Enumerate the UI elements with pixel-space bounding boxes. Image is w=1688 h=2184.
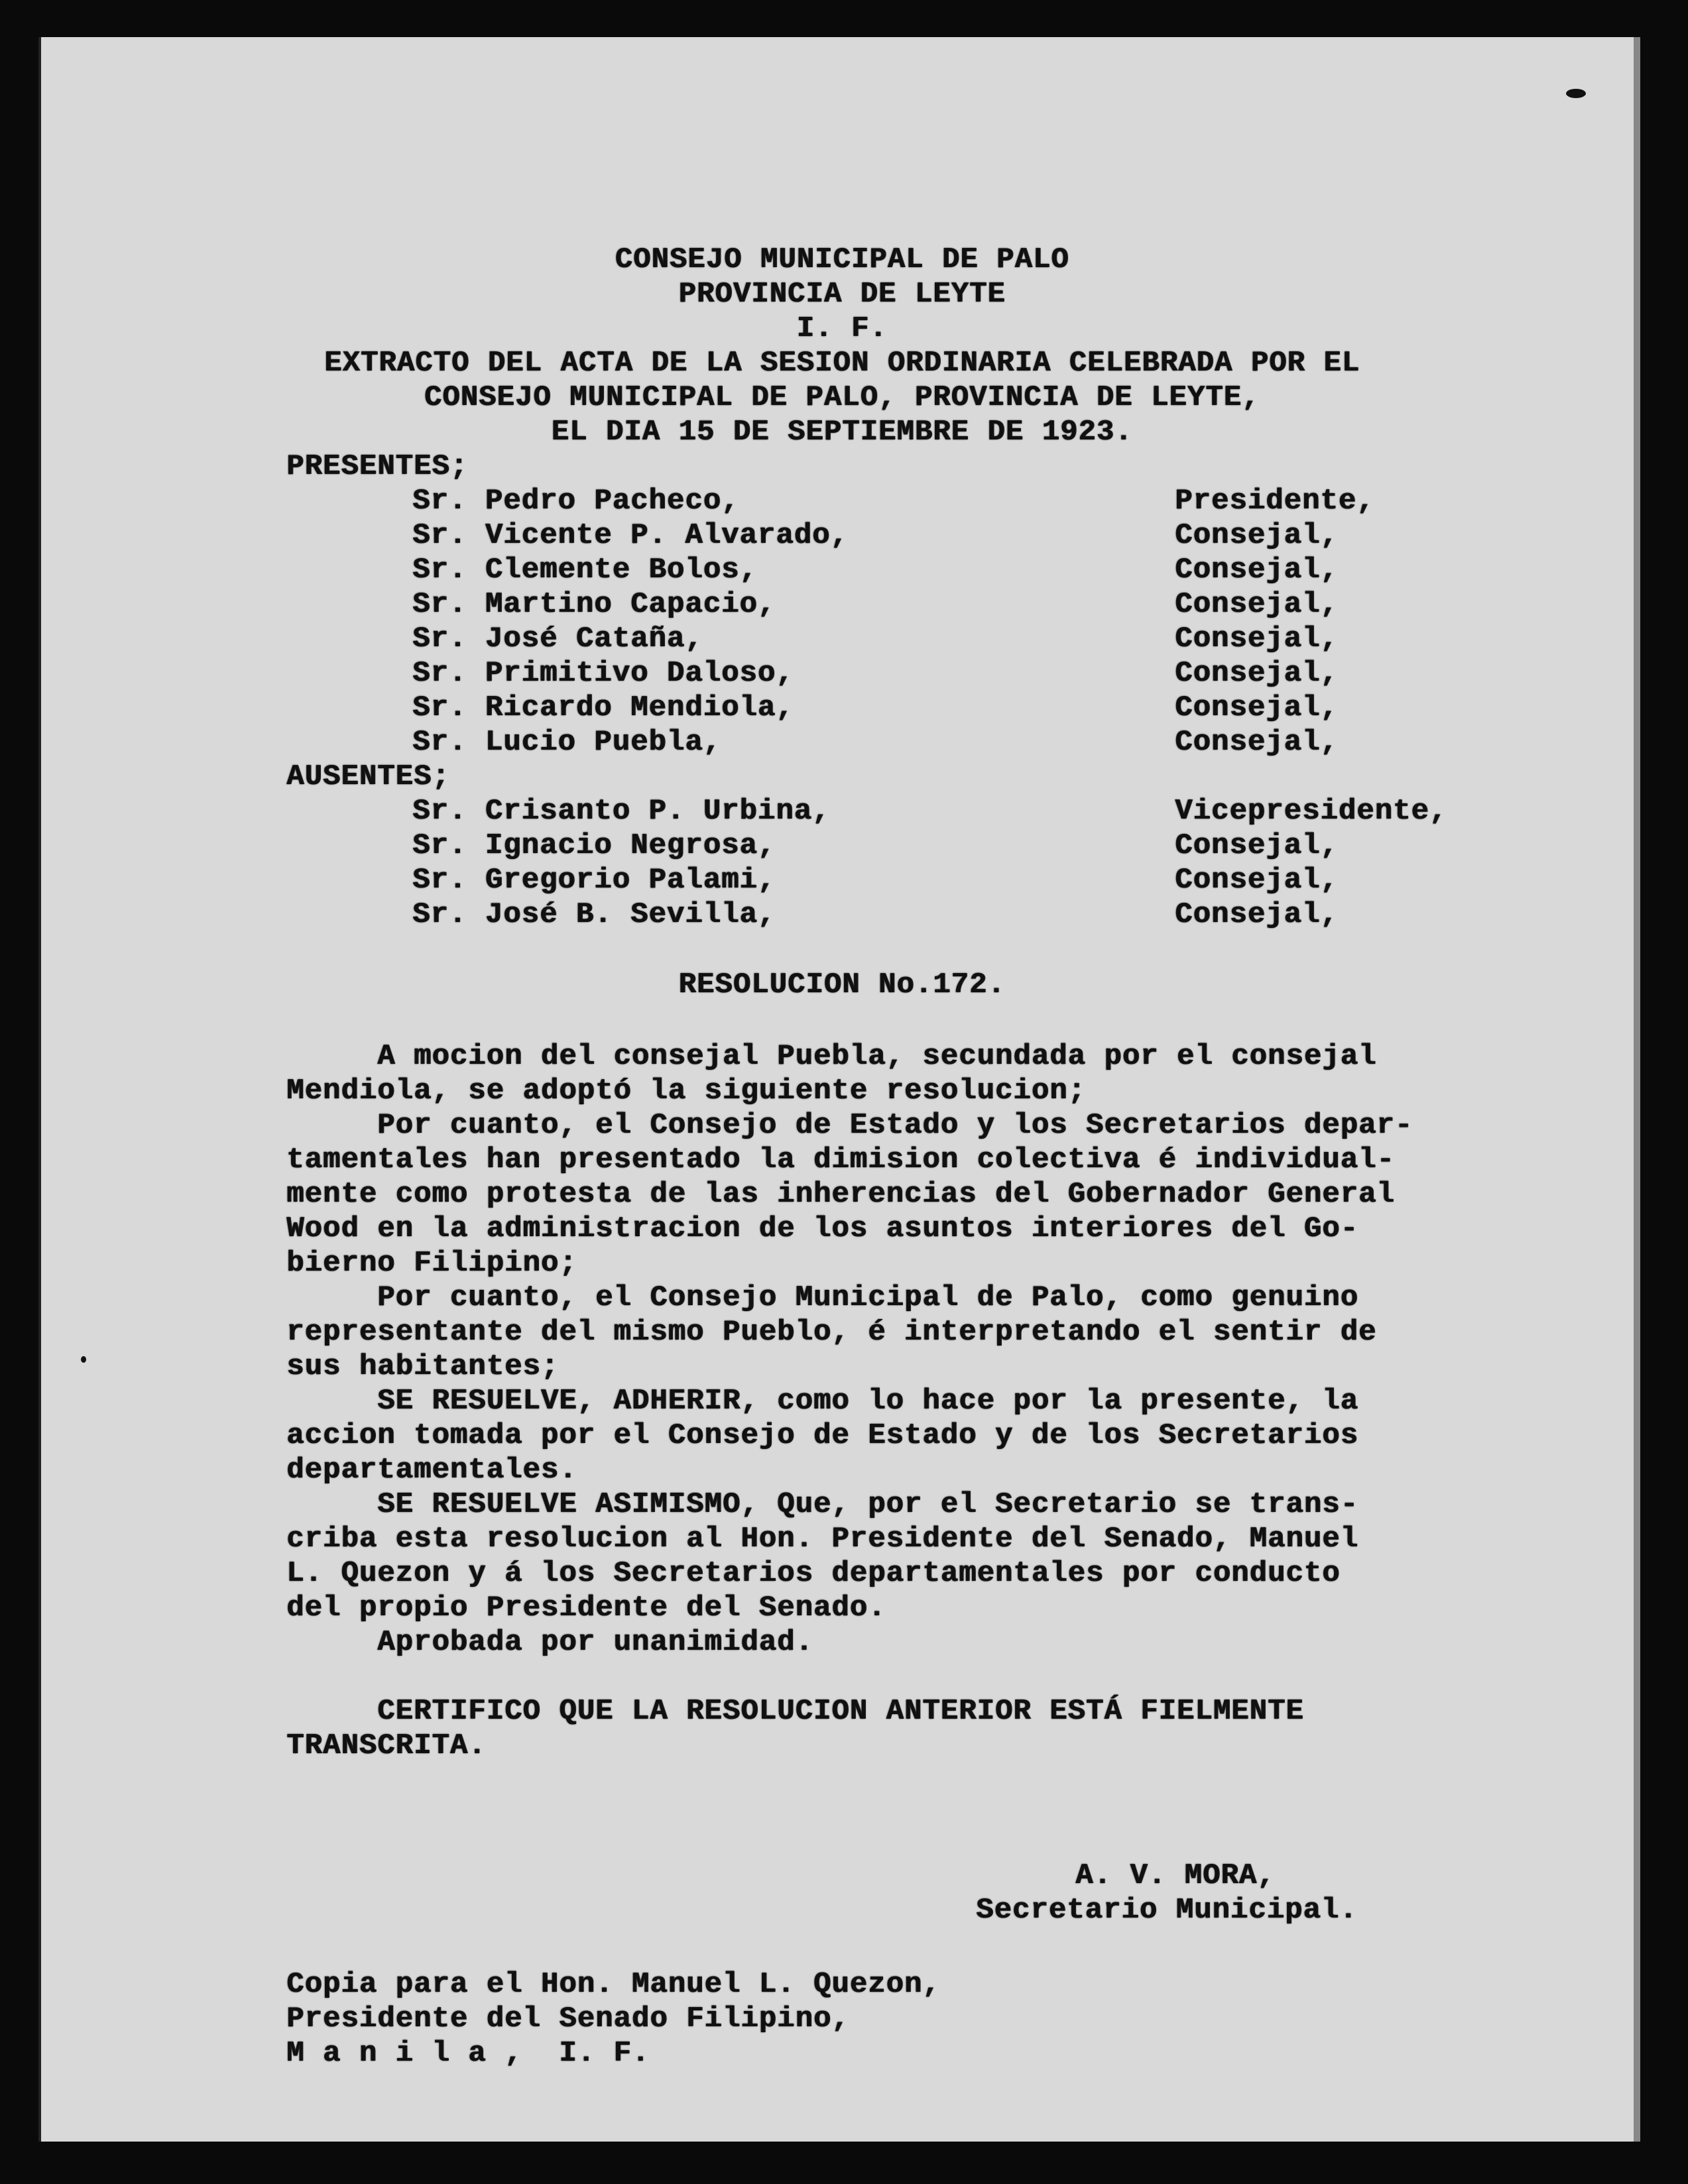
attendee-role: Consejal, xyxy=(1175,622,1339,656)
body-line: Mendiola, se adoptó la siguiente resolucion; xyxy=(286,1074,1086,1108)
body-line: A mocion del consejal Puebla, secundada por el consejal xyxy=(286,1040,1377,1073)
absentee-role: Vicepresidente, xyxy=(1175,795,1448,828)
body-line: mente como protesta de las inherencias del Gobernador General xyxy=(286,1178,1395,1211)
absentee-name: Sr. Gregorio Palami, xyxy=(412,864,776,897)
absentee-name: Sr. José B. Sevilla, xyxy=(412,898,776,931)
signatory-title: Secretario Municipal. xyxy=(976,1894,1358,1927)
body-line: accion tomada por el Consejo de Estado y de los Secretarios xyxy=(286,1419,1358,1452)
extract-line-1: EXTRACTO DEL ACTA DE LA SESION ORDINARIA CELEBRADA POR EL xyxy=(324,347,1360,380)
attendee-name: Sr. Clemente Bolos, xyxy=(412,553,758,587)
scan-speck xyxy=(1566,89,1586,98)
absent-label: AUSENTES; xyxy=(286,760,450,793)
signatory-name: A. V. MORA, xyxy=(1075,1859,1276,1892)
certification-line: CERTIFICO QUE LA RESOLUCION ANTERIOR ESTÁ FIELMENTE xyxy=(286,1695,1304,1728)
body-line: SE RESUELVE ASIMISMO, Que, por el Secretario se trans- xyxy=(286,1488,1358,1521)
absentee-name: Sr. Crisanto P. Urbina, xyxy=(412,795,831,828)
attendee-name: Sr. Ricardo Mendiola, xyxy=(412,691,794,724)
country-heading: I. F. xyxy=(796,312,888,345)
attendee-role: Consejal, xyxy=(1175,588,1339,621)
document-page xyxy=(38,37,1640,2142)
attendee-role: Consejal, xyxy=(1175,691,1339,724)
body-line: departamentales. xyxy=(286,1454,577,1487)
council-heading: CONSEJO MUNICIPAL DE PALO xyxy=(615,243,1069,276)
attendee-name: Sr. Martino Capacio, xyxy=(412,588,776,621)
attendee-role: Consejal, xyxy=(1175,519,1339,552)
attendee-role: Consejal, xyxy=(1175,726,1339,759)
copy-line: M a n i l a , I. F. xyxy=(286,2037,650,2070)
body-line: SE RESUELVE, ADHERIR, como lo hace por la presente, la xyxy=(286,1385,1358,1418)
body-line: del propio Presidente del Senado. xyxy=(286,1591,886,1625)
body-line: criba esta resolucion al Hon. Presidente del Senado, Manuel xyxy=(286,1523,1358,1556)
attendee-name: Sr. Lucio Puebla, xyxy=(412,726,721,759)
present-label: PRESENTES; xyxy=(286,450,469,483)
attendee-name: Sr. Pedro Pacheco, xyxy=(412,485,740,518)
certification-line: TRANSCRITA. xyxy=(286,1729,487,1762)
body-line: Por cuanto, el Consejo de Estado y los Secretarios depar- xyxy=(286,1109,1414,1142)
resolution-title: RESOLUCION No.172. xyxy=(678,968,1006,1002)
scan-speck xyxy=(81,1356,86,1363)
extract-line-3: EL DIA 15 DE SEPTIEMBRE DE 1923. xyxy=(551,416,1133,449)
absentee-role: Consejal, xyxy=(1175,898,1339,931)
attendee-name: Sr. Primitivo Daloso, xyxy=(412,657,794,690)
body-line: tamentales han presentado la dimision colectiva é individual- xyxy=(286,1143,1395,1177)
absentee-role: Consejal, xyxy=(1175,864,1339,897)
body-line: representante del mismo Pueblo, é interpretando el sentir de xyxy=(286,1316,1377,1349)
body-line: Aprobada por unanimidad. xyxy=(286,1626,814,1659)
attendee-role: Consejal, xyxy=(1175,657,1339,690)
attendee-role: Presidente, xyxy=(1175,485,1375,518)
attendee-role: Consejal, xyxy=(1175,553,1339,587)
attendee-name: Sr. José Cataña, xyxy=(412,622,703,656)
body-line: Por cuanto, el Consejo Municipal de Palo, como genuino xyxy=(286,1281,1358,1314)
body-line: bierno Filipino; xyxy=(286,1247,577,1280)
absentee-name: Sr. Ignacio Negrosa, xyxy=(412,829,776,862)
body-line: L. Quezon y á los Secretarios departamentales por conducto xyxy=(286,1557,1341,1590)
body-line: Wood en la administracion de los asuntos interiores del Go- xyxy=(286,1212,1358,1245)
copy-line: Copia para el Hon. Manuel L. Quezon, xyxy=(286,1968,941,2001)
attendee-name: Sr. Vicente P. Alvarado, xyxy=(412,519,849,552)
extract-line-2: CONSEJO MUNICIPAL DE PALO, PROVINCIA DE LEYTE, xyxy=(424,381,1260,414)
absentee-role: Consejal, xyxy=(1175,829,1339,862)
province-heading: PROVINCIA DE LEYTE xyxy=(678,278,1006,311)
copy-line: Presidente del Senado Filipino, xyxy=(286,2002,850,2036)
body-line: sus habitantes; xyxy=(286,1350,560,1383)
